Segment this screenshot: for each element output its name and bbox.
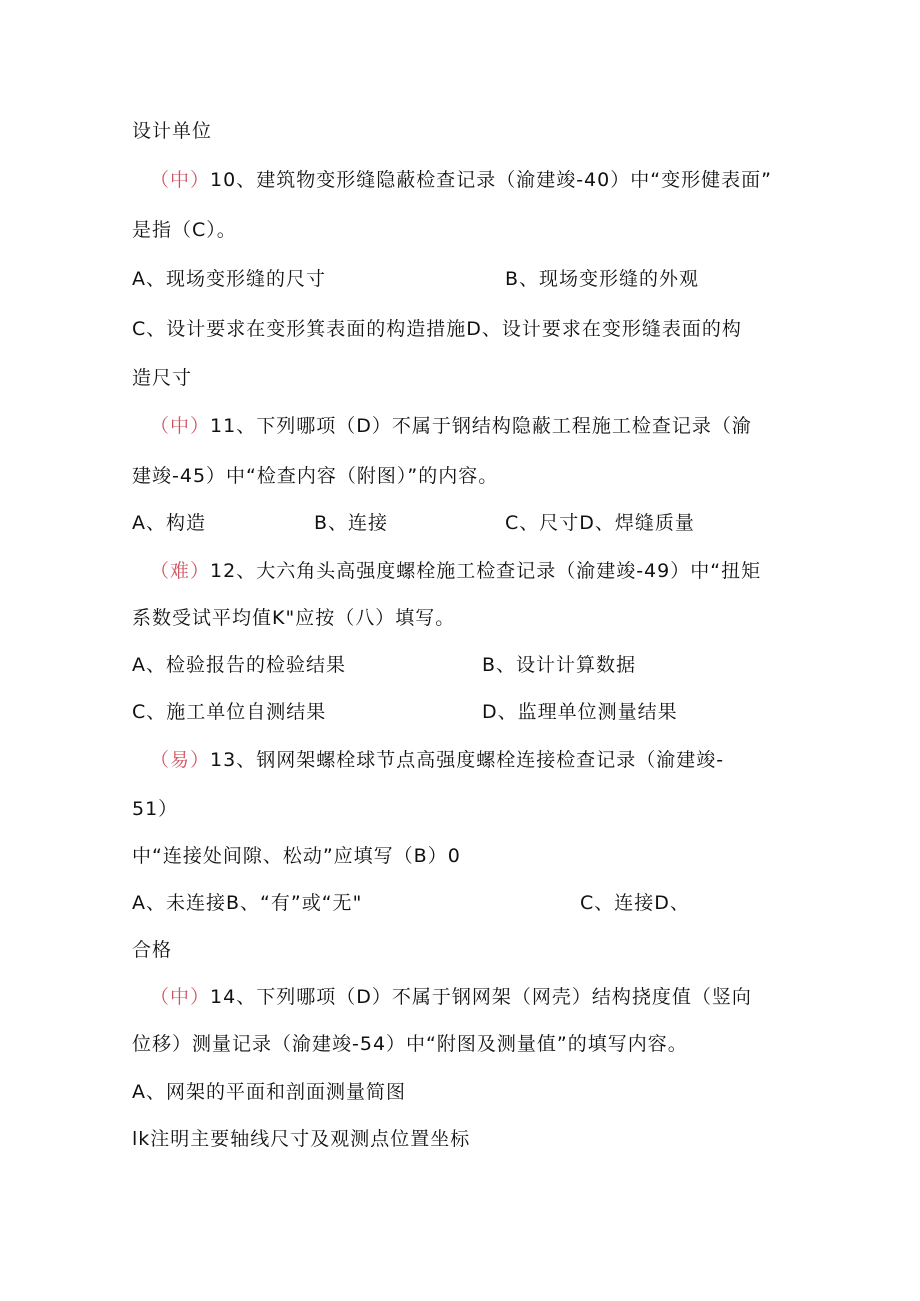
text-line: 设计单位 [132, 120, 213, 142]
question-text: 14、下列哪项（D）不属于钢网架（网壳）结构挠度值（竖向 [210, 986, 752, 1008]
question-text: 11、下列哪项（D）不属于钢结构隐蔽工程施工检查记录（渝 [210, 415, 752, 437]
question-13-cont2: 中“连接处间隙、松动”应填写（B）0 [132, 845, 461, 867]
option-cd: C、连接D、 [580, 892, 690, 914]
option-d-cont: 合格 [132, 939, 173, 961]
option-b: B、现场变形缝的外观 [505, 268, 700, 290]
difficulty-label: （易） [150, 749, 211, 771]
option-a: A、构造 [132, 512, 206, 534]
question-12 [150, 558, 761, 584]
option-ab: A、未连接B、“有”或“无" [132, 892, 363, 914]
option-row [132, 266, 892, 292]
difficulty-label: （难） [150, 560, 211, 582]
option-row [132, 699, 892, 725]
question-10 [150, 167, 772, 193]
option-row [132, 510, 892, 536]
option-row [132, 890, 892, 916]
option-a: A、检验报告的检验结果 [132, 654, 346, 676]
option-a: A、网架的平面和剖面测量简图 [132, 1081, 406, 1103]
option-cd: C、设计要求在变形箕表面的构造措施D、设计要求在变形缝表面的构 [132, 318, 742, 340]
option-row [132, 652, 892, 678]
difficulty-label: （中） [150, 169, 211, 191]
option-b: B、连接 [314, 512, 389, 534]
question-12-cont: 系数受试平均值K"应按（八）填写。 [132, 607, 456, 629]
question-11 [150, 413, 752, 439]
question-11-cont: 建竣-45）中“检查内容（附图）”的内容。 [132, 465, 499, 487]
option-cd: C、尺寸D、焊缝质量 [505, 512, 695, 534]
difficulty-label: （中） [150, 415, 211, 437]
question-text: 12、大六角头高强度螺栓施工检查记录（渝建竣-49）中“扭矩 [210, 560, 762, 582]
option-b: lk注明主要轴线尺寸及观测点位置坐标 [132, 1128, 471, 1150]
question-text: 10、建筑物变形缝隐蔽检查记录（渝建竣-40）中“变形健表面” [210, 169, 772, 191]
option-a: A、现场变形缝的尺寸 [132, 268, 326, 290]
option-cd-cont: 造尺寸 [132, 367, 193, 389]
option-d: D、监理单位测量结果 [482, 701, 678, 723]
option-c: C、施工单位自测结果 [132, 701, 327, 723]
question-10-cont: 是指（C）。 [132, 219, 237, 241]
question-14 [150, 984, 752, 1010]
option-b: B、设计计算数据 [482, 654, 637, 676]
question-14-cont: 位移）测量记录（渝建竣-54）中“附图及测量值”的填写内容。 [132, 1033, 688, 1055]
question-13 [150, 747, 724, 773]
question-13-cont: 51） [132, 798, 179, 820]
question-text: 13、钢网架螺栓球节点高强度螺栓连接检查记录（渝建竣- [210, 749, 725, 771]
difficulty-label: （中） [150, 986, 211, 1008]
